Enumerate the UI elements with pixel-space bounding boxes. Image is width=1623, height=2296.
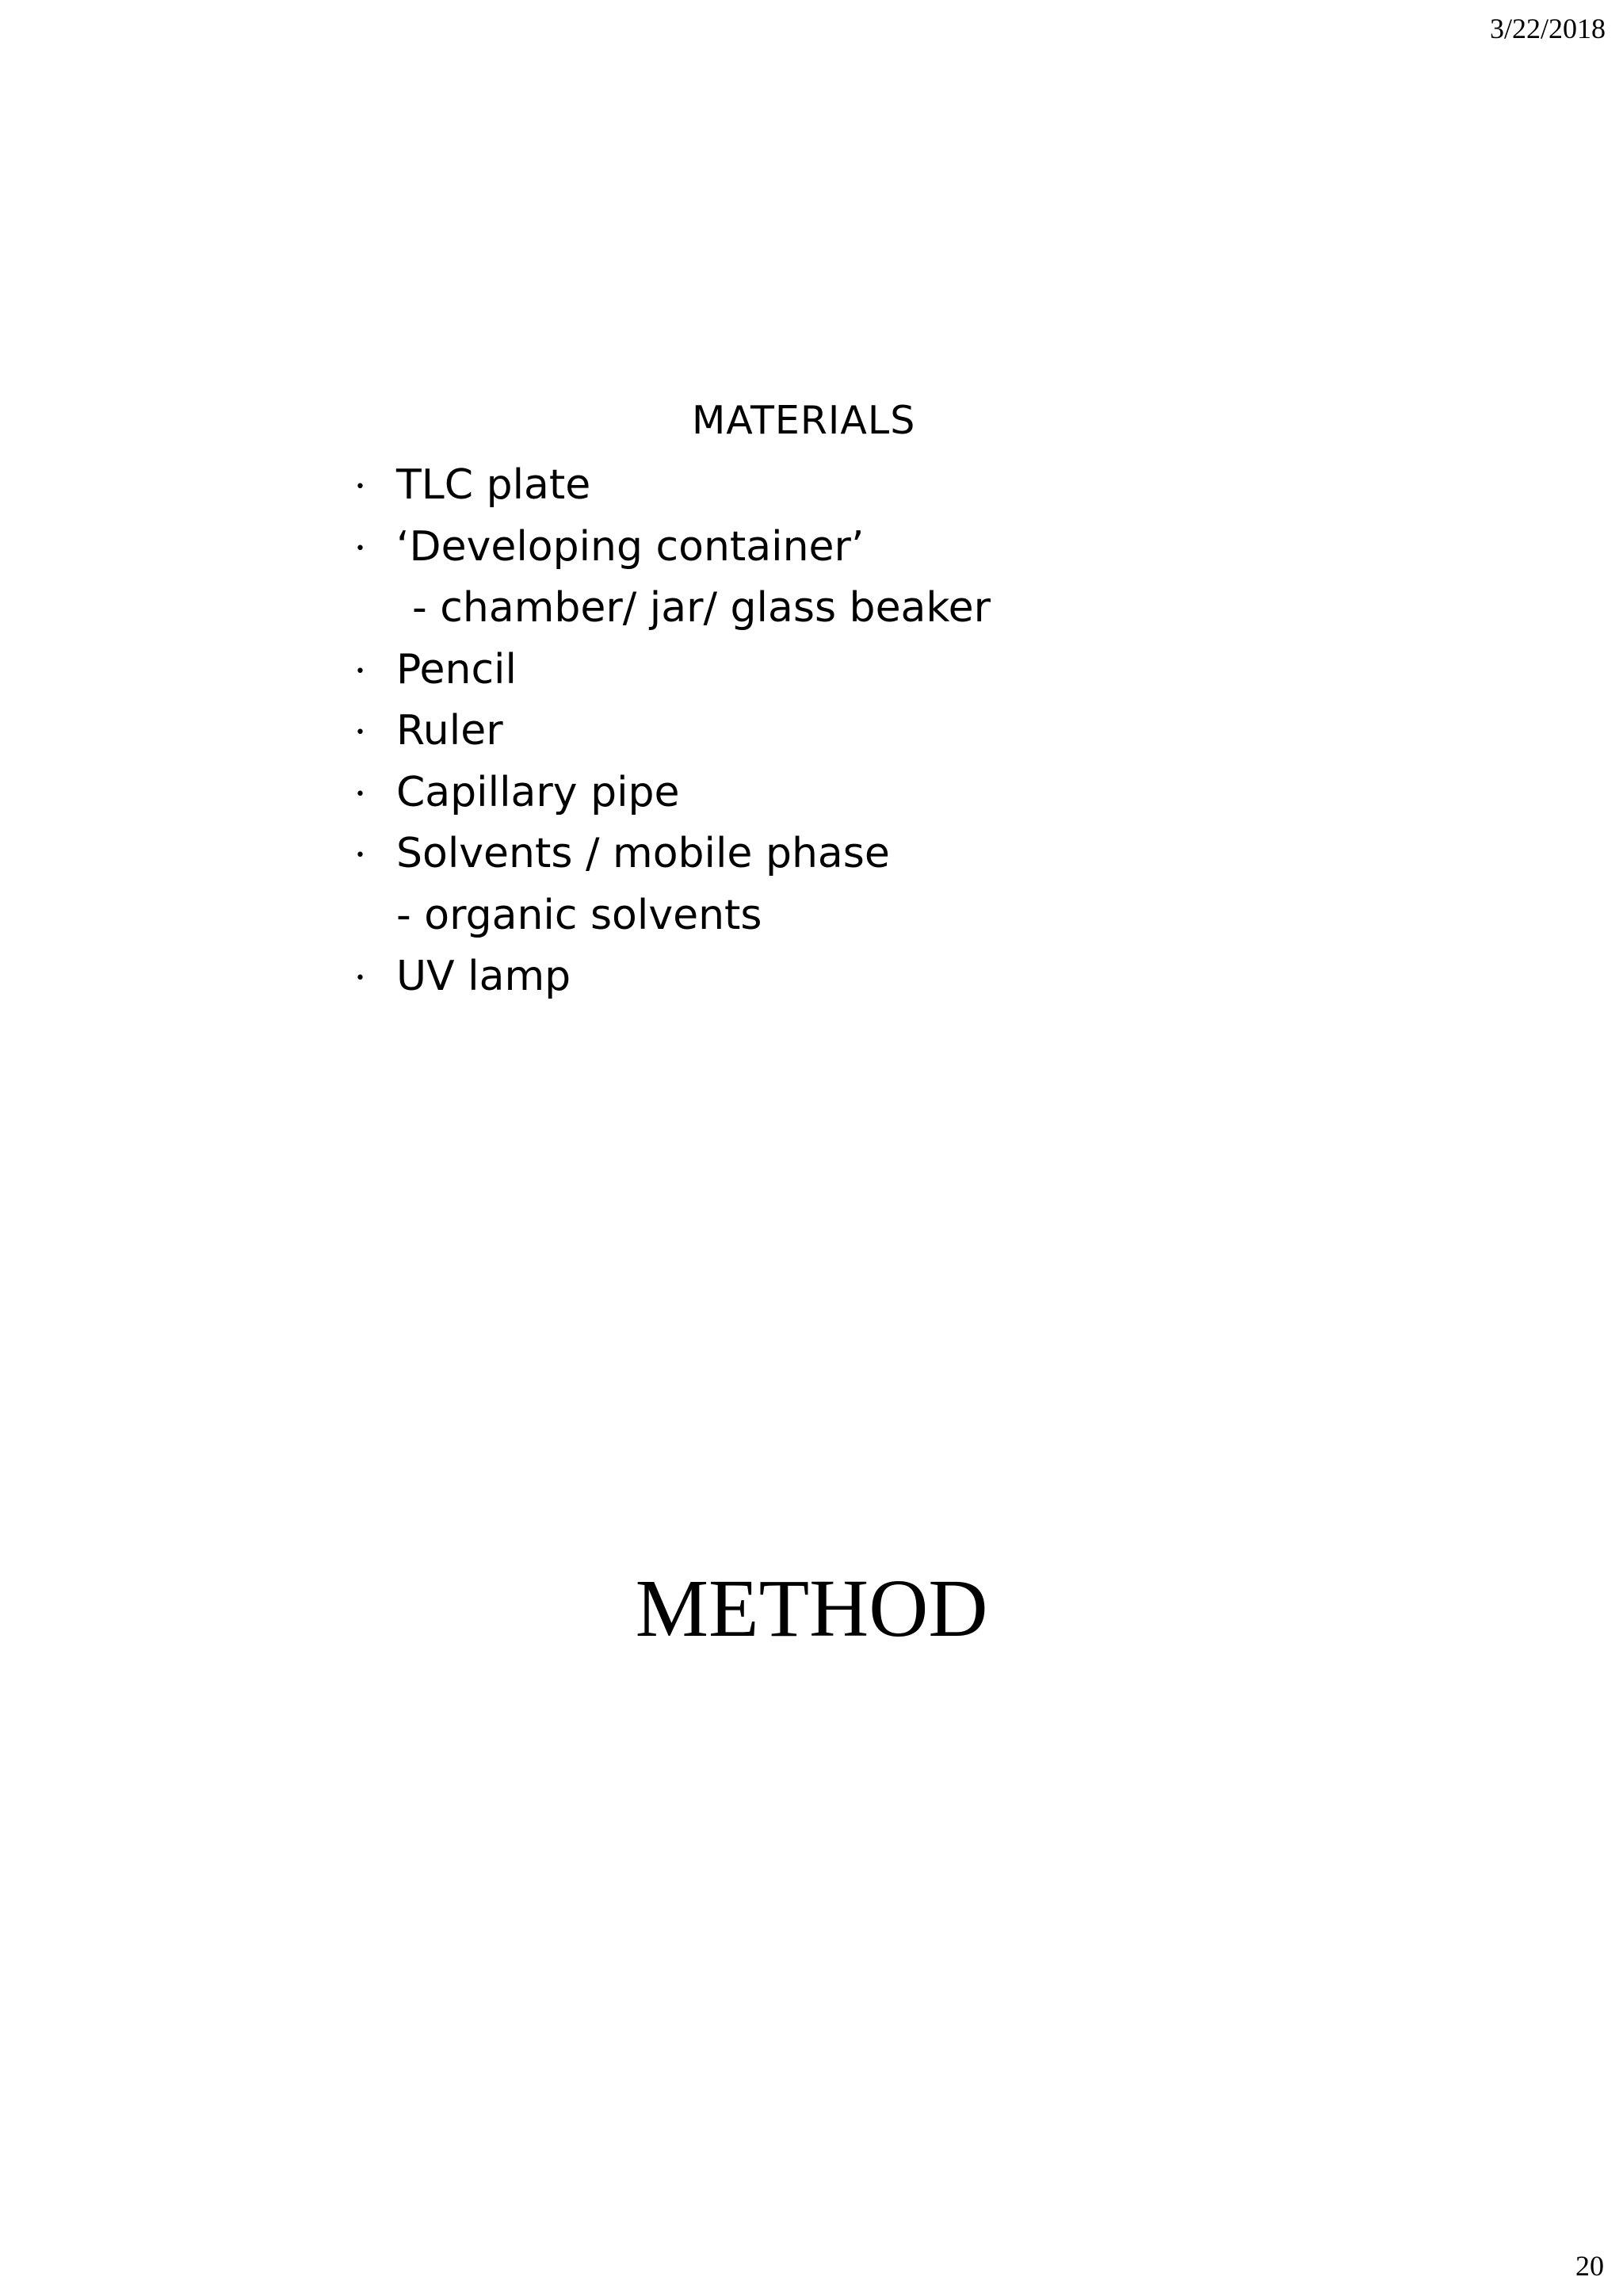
bullet-icon: •	[355, 723, 365, 743]
list-item-text: - organic solvents	[396, 891, 762, 939]
list-item-text: TLC plate	[396, 461, 591, 509]
bullet-icon: •	[355, 477, 365, 497]
materials-slide	[355, 395, 1266, 1029]
list-item-text: ‘Developing container’	[396, 522, 865, 571]
list-item-text: UV lamp	[396, 953, 571, 1000]
bullet-icon: •	[355, 661, 365, 682]
list-item-text: Pencil	[396, 645, 517, 693]
list-item-text: - chamber/ jar/ glass beaker	[412, 584, 991, 632]
list-item-text: Solvents / mobile phase	[396, 830, 890, 877]
page-number: 20	[1575, 2250, 1604, 2282]
materials-title: MATERIALS	[692, 398, 916, 443]
bullet-icon: •	[355, 538, 365, 559]
print-date: 3/22/2018	[1489, 13, 1606, 44]
method-title: METHOD	[635, 1563, 988, 1654]
bullet-icon: •	[355, 846, 365, 865]
list-item-text: Ruler	[396, 707, 503, 755]
bullet-icon: •	[355, 784, 365, 804]
list-item-text: Capillary pipe	[396, 768, 680, 816]
bullet-icon: •	[355, 968, 365, 988]
